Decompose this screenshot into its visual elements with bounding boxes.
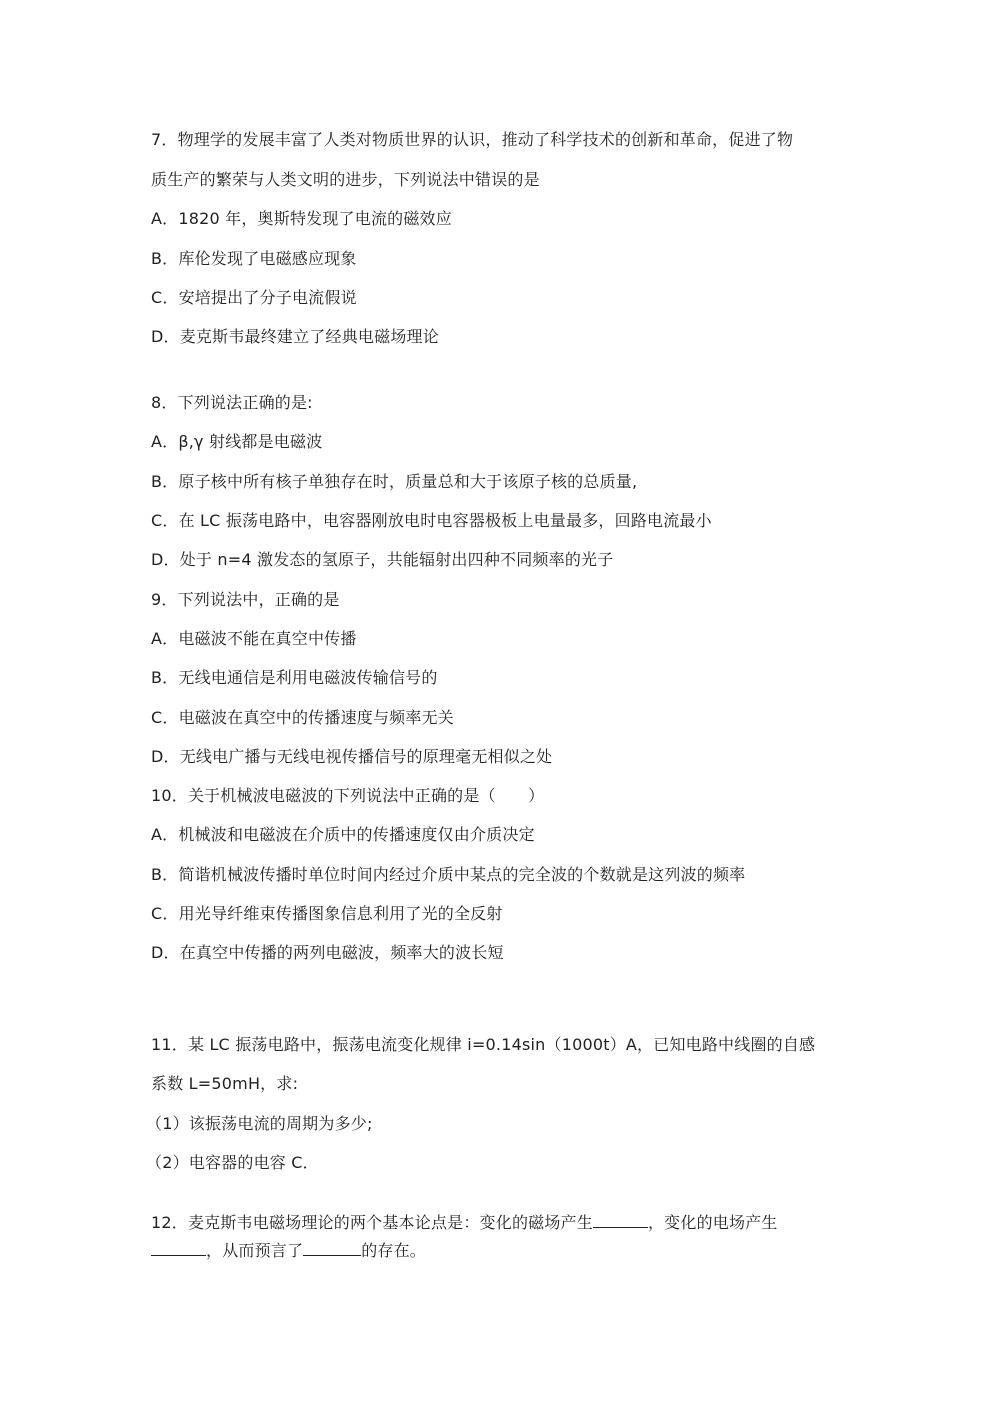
q7-option-c: C．安培提出了分子电流假说 [151, 288, 357, 307]
q11-sub-1: （1）该振荡电流的周期为多少; [146, 1114, 373, 1133]
q11-sub-2: （2）电容器的电容 C． [146, 1153, 319, 1172]
q12-line2-text-a: ，从而预言了 [206, 1241, 304, 1260]
q10-option-c: C．用光导纤维束传播图象信息利用了光的全反射 [151, 904, 503, 923]
q12-blank-3[interactable] [303, 1240, 361, 1256]
q10-stem: 10．关于机械波电磁波的下列说法中正确的是（ ） [151, 786, 545, 805]
q10-option-d: D．在真空中传播的两列电磁波，频率大的波长短 [151, 943, 504, 962]
q7-stem-line1: 7．物理学的发展丰富了人类对物质世界的认识，推动了科学技术的创新和革命，促进了物 [151, 130, 794, 149]
q9-option-b: B．无线电通信是利用电磁波传输信号的 [151, 668, 438, 687]
q8-option-c: C．在 LC 振荡电路中，电容器刚放电时电容器极板上电量最多，回路电流最小 [151, 511, 712, 530]
q9-option-c: C．电磁波在真空中的传播速度与频率无关 [151, 708, 454, 727]
q12-line1-text-a: 12．麦克斯韦电磁场理论的两个基本论点是：变化的磁场产生 [151, 1213, 593, 1232]
q7-option-d: D．麦克斯韦最终建立了经典电磁场理论 [151, 327, 439, 346]
q11-stem-line2: 系数 L=50mH，求: [151, 1074, 299, 1093]
q9-stem: 9．下列说法中，正确的是 [151, 590, 340, 609]
q11-stem-line1: 11．某 LC 振荡电路中，振荡电流变化规律 i=0.14sin（1000t）A，已知电路中线圈的自感 [151, 1035, 816, 1054]
q8-option-b: B．原子核中所有核子单独存在时，质量总和大于该原子核的总质量, [151, 472, 638, 491]
q12-blank-1[interactable] [593, 1212, 648, 1228]
q8-option-a: A．β,γ 射线都是电磁波 [151, 432, 323, 451]
q8-option-d: D．处于 n=4 激发态的氢原子，共能辐射出四种不同频率的光子 [151, 550, 614, 569]
q8-stem: 8．下列说法正确的是: [151, 393, 313, 412]
q12-line2-text-b: 的存在。 [361, 1241, 427, 1260]
q12-line2 [151, 1240, 426, 1261]
q10-option-b: B．简谐机械波传播时单位时间内经过介质中某点的完全波的个数就是这列波的频率 [151, 865, 746, 884]
q10-option-a: A．机械波和电磁波在介质中的传播速度仅由介质决定 [151, 825, 535, 844]
q7-option-a: A．1820 年，奥斯特发现了电流的磁效应 [151, 209, 452, 228]
q9-option-a: A．电磁波不能在真空中传播 [151, 629, 357, 648]
q9-option-d: D．无线电广播与无线电视传播信号的原理毫无相似之处 [151, 747, 553, 766]
q12-line1 [151, 1212, 778, 1233]
q7-option-b: B．库伦发现了电磁感应现象 [151, 249, 357, 268]
q7-stem-line2: 质生产的繁荣与人类文明的进步，下列说法中错误的是 [151, 170, 540, 189]
q12-line1-text-b: ，变化的电场产生 [647, 1213, 778, 1232]
q12-blank-2[interactable] [151, 1240, 206, 1256]
